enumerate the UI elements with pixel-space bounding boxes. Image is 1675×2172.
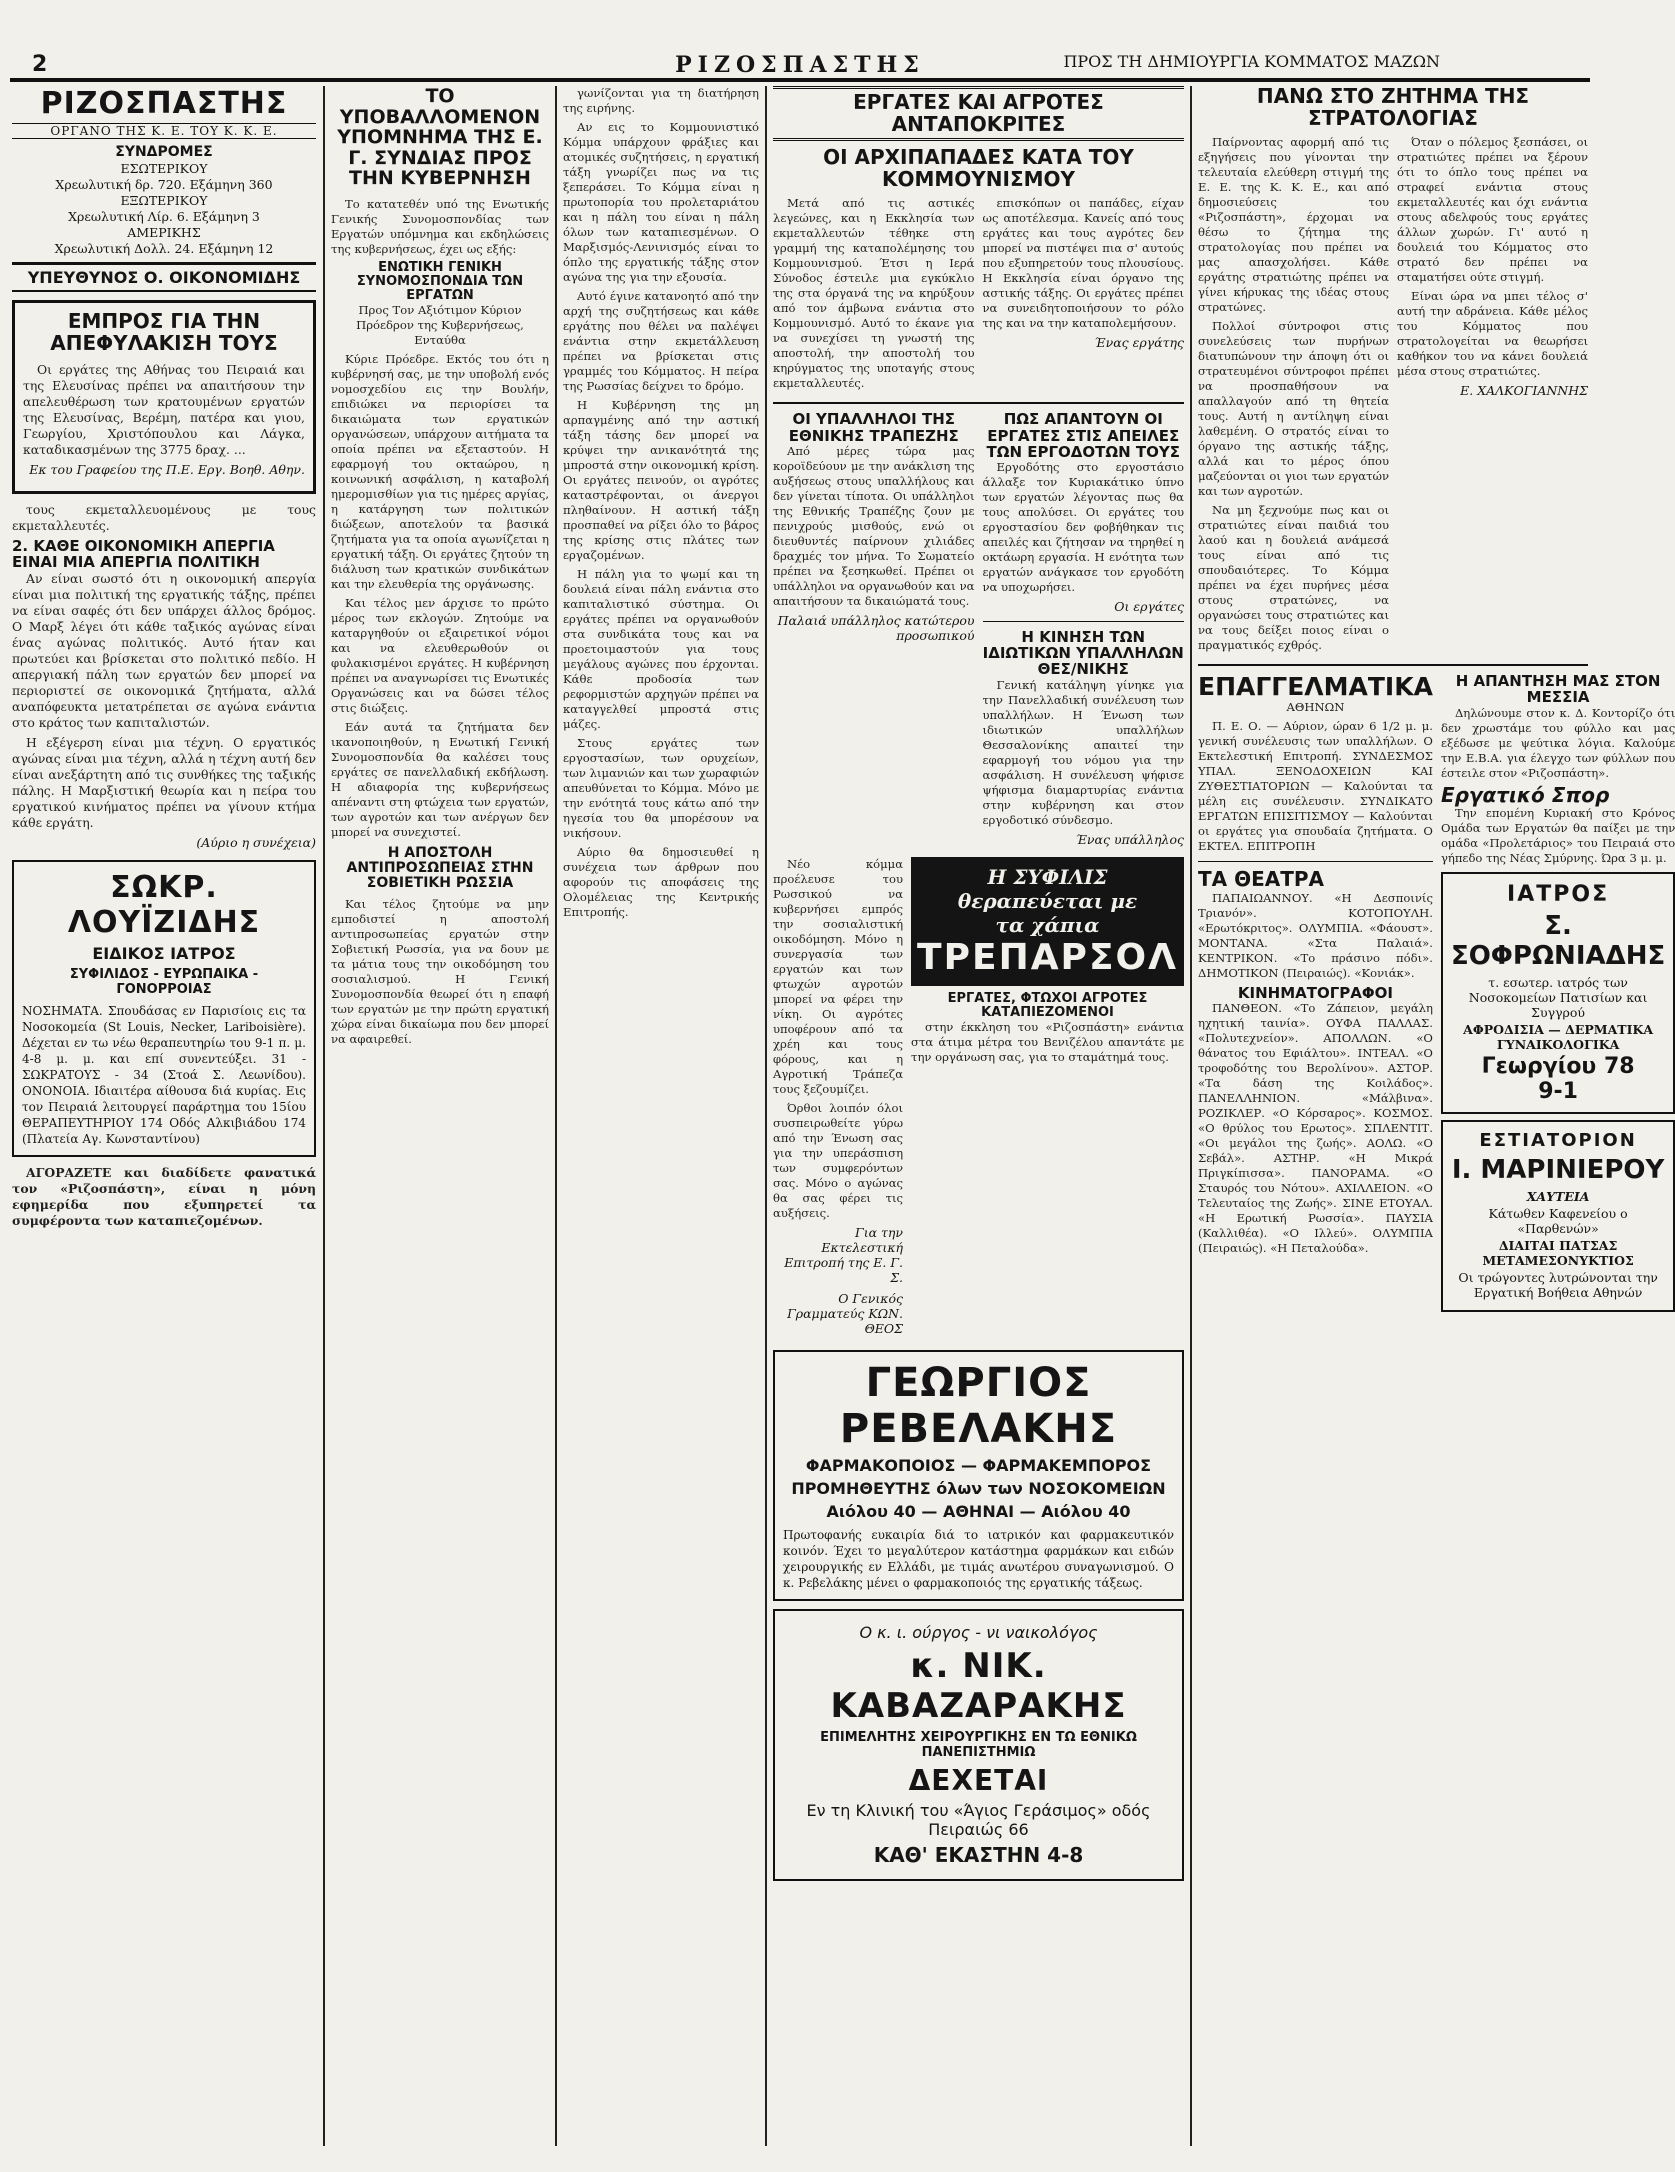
doctor-hours: 9-1: [1538, 1079, 1578, 1105]
restaurant-ad: [1441, 1120, 1675, 1312]
column-rule: [323, 86, 325, 2146]
syphilis-ad: [911, 857, 1184, 986]
conscription-article: [1198, 135, 1588, 657]
professional-text: Π. Ε. Ο. — Αύριον, ώραν 6 1/2 μ. μ. γενική συνέλευσις των υπαλλήλων. Ο Εκτελεστική Επιτροπή. ΣΥΝΔΕΣΜΟΣ ΥΠΑΛ. ΞΕΝΟΔΟΧΕΙΩΝ ΚΑΙ ΖΥΘΕΣΤΙΑΤΟΡΙΩΝ — Καλούνται τα μέλη εις συνέλευσιν. ΣΥΝΔΙΚΑΤΟ ΕΡΓΑΤΩΝ ΕΠΙΣΙΤΙΣΜΟΥ — Καλούνται οι εργάτες για σπουδαία ζητήματα. Ο ΕΚΤΕΛ. ΕΠΙΤΡΟΠΗ: [1198, 719, 1433, 854]
article-text: Κύριε Πρόεδρε. Εκτός του ότι η κυβέρνησή σας, με την υποβολή ενός νομοσχεδίου εις την Βουλήν, επιδιώκει να περιορίσει τα δικαιώματα των εργατικών οργανώσεων, υπάρχουν αιτήματα τα οποία πρέπει να εξεταστούν. Η εφαρμογή του οκταώρου, η κοινωνική ασφάλιση, η καταβολή ημερομισθίων για τις ημέρες αργίας, η κατάργηση των πολιτικών διώξεων, αποτελούν τα βασικά ζητήματα για τα οποία αγωνίζεται η εργατική τάξη. Οι εργάτες ζητούν τη διάλυση των κρατικών συνδικάτων και την ελευθερία της οργάνωσης.: [331, 351, 549, 591]
doctor-specialty: ΣΥΦΙΛΙΔΟΣ - ΕΥΡΩΠΑΙΚΑ - ΓΟΝΟΡΡΟΙΑΣ: [69, 966, 259, 997]
domestic-label: ΕΣΩΤΕΡΙΚΟΥ: [120, 161, 208, 176]
syphilis-ad-line: θεραπεύεται με: [957, 888, 1138, 913]
article-text: τους εκμεταλλευομένους με τους εκμεταλλευτές.: [12, 502, 316, 534]
foreign-label: ΕΞΩΤΕΡΙΚΟΥ: [120, 193, 208, 208]
lower-row: [773, 857, 1184, 1342]
page-header: [10, 52, 1590, 82]
article-text: Γενική κατάληψη γίνηκε για την Πανελλαδική συνέλευση των υπαλλήλων. Η Ένωση των ιδιωτικών υπαλλήλων Θεσσαλονίκης απαιτεί την εφαρμογή του νόμου για την ασφάλιση. Η συνέλευση ψήφισε ψήφισμα διαμαρτυρίας ενάντια στην κυβέρνηση και στον εργοδοτικό σύνδεσμο.: [982, 677, 1184, 827]
column-2: [331, 86, 549, 2156]
strip-heading: ΠΡΟΣ ΤΗ ΔΗΜΙΟΥΡΓΙΑ ΚΟΜΜΑΤΟΣ ΜΑΖΩΝ: [1063, 52, 1440, 71]
subscriptions-heading: ΣΥΝΔΡΟΜΕΣ: [115, 144, 213, 160]
reply-text: Δηλώνουμε στον κ. Δ. Κοντορίζο ότι δεν χρωστάμε του φύλλο και μας εξέδωσε με ψεύτικα λόγια. Καλούμε την Ε.Β.Α. για έλεγχο των φύλλων που έστειλε στον «Ριζοσπάστη».: [1440, 705, 1675, 780]
bank-employees-article: [773, 411, 975, 852]
pharmacy-name: ΓΕΩΡΓΙΟΣ ΡΕΒΕΛΑΚΗΣ: [839, 1359, 1118, 1452]
restaurant-specialty: ΔΙΑΙΤΑΙ ΠΑΤΣΑΣ ΜΕΤΑΜΕΣΟΝΥΚΤΙΟΣ: [1482, 1238, 1634, 1269]
reply-heading: Η ΑΠΑΝΤΗΣΗ ΜΑΣ ΣΤΟΝ ΜΕΣΣΙΑ: [1455, 672, 1661, 707]
column-rule: [765, 86, 767, 2146]
article-text: Στους εργάτες των εργοστασίων, των ορυχείων, των λιμανιών και των χωραφιών απευθύνεται το Κόμμα. Μόνο με την ενότητά τους κάτω από την ηγεσία του θα μπορέσουν να νικήσουν.: [563, 736, 759, 840]
article-text: Όταν ο πόλεμος ξεσπάσει, οι στρατιώτες πρέπει να ξέρουν ότι το όπλο τους πρέπει να στραφεί ενάντια στους εκμεταλλευτές και όχι ενάντια στους αδελφούς τους εργάτες άλλων χωρών. Γι' αυτό η δουλειά του Κόμματος στο στρατό δεν πρέπει να σταματήσει ούτε στιγμή.: [1397, 135, 1588, 285]
employers-heading: ΠΩΣ ΑΠΑΝΤΟΥΝ ΟΙ ΕΡΓΑΤΕΣ ΣΤΙΣ ΑΠΕΙΛΕΣ ΤΩΝ ΕΡΓΟΔΟΤΩΝ ΤΟΥΣ: [986, 410, 1181, 461]
pharmacy-ad-revelakis: [773, 1350, 1184, 1601]
america-label: ΑΜΕΡΙΚΗΣ: [127, 225, 201, 240]
article-text: Η πάλη για το ψωμί και τη δουλειά είναι πάλη ενάντια στο καπιταλιστικό σύστημα. Οι εργάτες πρέπει να οργανωθούν στα συνδικάτα τους και να προετοιμαστούν για τους μεγάλους αγώνες που έρχονται. Κάθε προδοσία των ρεφορμιστών αρχηγών πρέπει να καταγγελθεί μπροστά στις μάζες.: [563, 567, 759, 731]
newspaper-title: ΡΙΖΟΣΠΑΣΤΗΣ: [40, 86, 288, 121]
article-column: [983, 196, 1185, 395]
bank-heading: ΟΙ ΥΠΑΛΛΗΛΟΙ ΤΗΣ ΕΘΝΙΚΗΣ ΤΡΑΠΕΖΗΣ: [788, 410, 959, 445]
article-column: [773, 857, 903, 1342]
article-text: Η εξέγερση είναι μια τέχνη. Ο εργατικός αγώνας είναι μια τέχνη, αλλά η τέχνη αυτή δεν είναι ανεξάρτητη από τις συνθήκες της ταξικής πάλης. Η Μαρξιστική θεωρία και η πείρα του εργατικού κινήματος πρέπει να γίνουν κτήμα κάθε εργάτη.: [12, 734, 316, 830]
cinemas-text: ΠΑΝΘΕΟΝ. «Το Ζάπειον, μεγάλη ηχητική ταινία». ΟΥΦΑ ΠΑΛΛΑΣ. «Πολυτεχνείον». ΑΠΟΛΛΩΝ. «Ο θάνατος του Εφιάλτου». ΙΝΤΕΑΛ. «Ο τροφοδότης του Βερολίνου». ΑΣΤΟΡ. «Τα δάση της Κοιλάδος». ΠΑΝΕΛΛΗΝΙΟΝ. «Μάλβινα». ΡΟΖΙΚΛΕΡ. «Ο Κόρσαρος». ΚΟΣΜΟΣ. «Ο θρύλος του Ερωτος». ΣΠΛΕΝΤΙΤ. «Οι μεγάλοι της ζωής». ΑΟΛΩ. «Ο Σεβάλ». ΑΣΤΗΡ. «Η Μικρά Πριγκίπισσα». ΠΑΝΟΡΑΜΑ. «Ο Σταυρός του Νότου». ΑΧΙΛΛΕΙΟΝ. «Ο Τελευταίος της Ζωής». ΣΙΝΕ ΕΤΟΥΑΛ. «Η Ερωτική Ρωσσία». ΠΑΥΣΙΑ (Καλλιθέα). «Ο Ιλλεύ». ΟΛΥΜΠΙΑ (Πειραιώς). «Η Πεταλούδα».: [1198, 1000, 1433, 1255]
theatres-heading: ΤΑ ΘΕΑΤΡΑ: [1198, 867, 1325, 892]
doctor-hours: ΚΑΘ' ΕΚΑΣΤΗΝ 4-8: [873, 1842, 1084, 1867]
article-text: Είναι ώρα να μπει τέλος σ' αυτή την αδράνεια. Κάθε μέλος του Κόμματος που στρατολογείται να θεωρήσει καθήκον του να κάνει δουλειά μέσα στους στρατιώτες.: [1397, 289, 1588, 379]
release-appeal-box: [12, 300, 316, 494]
article-signature: Ε. ΧΑΛΚΟΓΙΑΝΝΗΣ: [1460, 383, 1588, 399]
archpriests-article: [773, 196, 1184, 395]
doctor-position: ΕΠΙΜΕΛΗΤΗΣ ΧΕΙΡΟΥΡΓΙΚΗΣ ΕΝ ΤΩ ΕΘΝΙΚΩ ΠΑΝΕΠΙΣΤΗΜΙΩ: [820, 1729, 1137, 1760]
article-signature: Παλαιά υπάλληλος κατώτερου προσωπικού: [777, 612, 975, 643]
article-text: Νέο κόμμα προέλευσε του Ρωσσικού να κυβερνήσει εμπρός την σοσιαλιστική οικοδόμηση. Μόνο η συνεργασία των εργατών και των φτωχών αγροτών μπορεί να φέρει την νίκη. Οι αγρότες υποφέρουν από τα χρέη και τους φόρους, και η Αγροτική Τράπεζα τους ξεζουμίζει.: [773, 856, 904, 1096]
article-signature: Ένας εργάτης: [1094, 335, 1184, 351]
article-signature: Ένας υπάλληλος: [1075, 831, 1184, 847]
column-rule: [1190, 86, 1192, 2146]
professional-subheading: ΑΘΗΝΩΝ: [1286, 700, 1345, 715]
notices-column: [1441, 673, 1675, 1312]
article-text: Παίρνοντας αφορμή από τις εξηγήσεις που γίνονται την τελευταία ελεύθερη στιγμή της Ε. Ε. της Κ. Κ. Ε., και από δημοσιεύσεις του «Ριζοσπάστη», έρχομαι να θέσω το ζήτημα της στρατολογίας που πρέπει να μας απασχολήσει. Κάθε εργάτης στρατιώτης πρέπει να γίνει κήρυκας της ιδέας στους στρατώνες.: [1198, 135, 1389, 315]
newspaper-organ: ΟΡΓΑΝΟ ΤΗΣ Κ. Ε. ΤΟΥ Κ. Κ. Ε.: [12, 123, 316, 139]
professional-heading: ΕΠΑΓΓΕΛΜΑΤΙΚΑ: [1198, 672, 1433, 702]
release-signature: Εκ του Γραφείου της Π.Ε. Εργ. Βοηθ. Αθην.: [29, 462, 305, 478]
article-text: Αν είναι σωστό ότι η οικονομική απεργία είναι μια πολιτική της εργατικής τάξης, πρέπει να είναι σαφές ότι δεν υπάρχει άλλος δρόμος. Ο Μαρξ λέγει ότι κάθε ταξικός αγώνας είναι ένας αγώνας πολιτικός. Αυτό ήταν και πρωτεύει και βρίσκεται στο πολιτικό πεδίο. Η απεργιακή πάλη των εργατών δεν μπορεί να περιοριστεί σε οικονομικά ζητήματα, αλλά αναπόφευκτα μετατρέπεται σε αγώνα ενάντια στο κράτος των καπιταλιστών.: [12, 570, 316, 730]
column-1: [12, 86, 316, 2156]
syphilis-ad-line: τα χάπια: [995, 912, 1100, 937]
pharmacy-details: Πρωτοφανής ευκαιρία διά το ιατρικόν και φαρμακευτικόν κοινόν. Έχει το μεγαλύτερον κατάστημα φαρμάκων και ειδών χειρουργικής εν Ελλάδι, με τιμάς ανωτέρου συναγωνισμού. Ο κ. Ρεβελάκης μένει ο φαρμακοποιός της εργατικής τάξεως.: [783, 1527, 1174, 1590]
article-text: Το κατατεθέν υπό της Ενωτικής Γενικής Συνομοσπονδίας των Εργατών υπόμνημα και εκδηλώσεις της κυβερνήσεως, έχει ως εξής:: [331, 196, 549, 256]
farmers-heading: ΕΡΓΑΤΕΣ, ΦΤΩΧΟΙ ΑΓΡΟΤΕΣ ΚΑΤΑΠΙΕΖΟΜΕΝΟΙ: [947, 990, 1148, 1020]
conscription-headline: ΠΑΝΩ ΣΤΟ ΖΗΤΗΜΑ ΤΗΣ ΣΤΡΑΤΟΛΟΓΙΑΣ: [1256, 84, 1530, 130]
foreign-price: Χρεωλυτική Λίρ. 6. Εξάμηνη 3: [68, 209, 260, 224]
notices-column: [1198, 673, 1433, 1312]
subscription-masthead: [12, 86, 316, 292]
doctor-receives: ΔΕΧΕΤΑΙ: [908, 1763, 1049, 1797]
article-text: Να μη ξεχνούμε πως και οι στρατιώτες είναι παιδιά του λαού και η δουλειά ανάμεσά τους είναι από τις σπουδαιότερες. Το Κόμμα πρέπει να έχει πυρήνες μέσα στους στρατώνες, να οργανώσει τους στρατιώτες και να τους δείξει ποιος είναι ο πραγματικός εχθρός.: [1198, 503, 1389, 653]
archpriests-headline: ΟΙ ΑΡΧΙΠΑΠΑΔΕΣ ΚΑΤΑ ΤΟΥ ΚΟΜΜΟΥΝΙΣΜΟΥ: [823, 145, 1134, 191]
column-6: [1198, 84, 1675, 2156]
article-signature: Οι εργάτες: [1114, 598, 1184, 614]
doctor-name: κ. ΝΙΚ. ΚΑΒΑΖΑΡΑΚΗΣ: [830, 1645, 1127, 1726]
correspondents-banner: ΕΡΓΑΤΕΣ ΚΑΙ ΑΓΡΟΤΕΣ ΑΝΤΑΠΟΚΡΙΤΕΣ: [773, 86, 1184, 141]
doctor-specialty: ΑΦΡΟΔΙΣΙΑ — ΔΕΡΜΑΤΙΚΑ ΓΥΝΑΙΚΟΛΟΓΙΚΑ: [1463, 1022, 1654, 1053]
restaurant-location: Κάτωθεν Καφενείου ο «Παρθενών»: [1488, 1206, 1628, 1237]
notices-row: [1198, 672, 1675, 1312]
address-line: Προς Τον Αξιότιμον Κύριον Πρόεδρον της Κυβερνήσεως, Ενταύθα: [356, 302, 524, 347]
article-signature: Για την Εκτελεστική Επιτροπή της Ε. Γ. Σ.: [784, 1224, 904, 1285]
divider: [1198, 664, 1588, 666]
article-text: Μετά από τις αστικές λεγεώνες, και η Εκκλησία των εκμεταλλευτών τέθηκε στη γραμμή της καταπολέμησης του Κομμουνισμού. Έτσι η Ιερά Σύνοδος έστειλε μια εγκύκλιο της στα όργανά της να κηρύξουν από τον άμβωνα ενάντια στο Κομμουνισμό. Αυτό το έκανε για να συνεχίσει τη γνωστή της αποστολή, την αποστολή του κηρύγματος της υποταγής στους εκμεταλλευτές.: [773, 196, 975, 391]
doctor-label: ΙΑΤΡΟΣ: [1507, 882, 1610, 908]
doctor-details: ΝΟΣΗΜΑΤΑ. Σπουδάσας εν Παρισίοις εις τα Νοσοκομεία (St Louis, Necker, Lariboisière). Δέχεται εν τω νέω θεραπευτηρίω του 9-1 π. μ. 4-8 μ. μ. και επί συνεντεύξει. 31 - ΣΩΚΡΑΤΟΥΣ - 34 (Στοά Σ. Λεωνίδου). ΟΝΟΝΟΙΑ. Ιδιαιτέρα αίθουσα διά κυρίας. Εις τον Πειραιά λειτουργεί παράρτημα του 15ίου ΘΕΡΑΠΕΥΤΗΡΙΟΥ 174 Οδός Αλκιβιάδου 174 (Πλατεία Αγ. Κωνσταντίνου): [22, 1003, 306, 1146]
private-employees-heading: Η ΚΙΝΗΣΗ ΤΩΝ ΙΔΙΩΤΙΚΩΝ ΥΠΑΛΛΗΛΩΝ ΘΕΣ/ΝΙΚΗΣ: [982, 627, 1184, 679]
doctor-address: Εν τη Κλινική του «Άγιος Γεράσιμος» οδός Πειραιώς 66: [806, 1800, 1151, 1839]
doctor-ad-sofroniadis: [1441, 872, 1675, 1114]
column-4-5: [773, 86, 1184, 2156]
doctor-ad-louizidis: [12, 860, 316, 1157]
release-text: Οι εργάτες της Αθήνας του Πειραιά και της Ελευσίνας πρέπει να απαιτήσουν την απελευθέρωση των κρατουμένων εργατών της Ελευσίνας, Βερέμη, πατέρα και γιου, Γεωργίου, Χριστόπουλου και Λάγκα, καταδικασμένων της 3775 δραχ. ...: [23, 362, 305, 458]
cinemas-heading: ΚΙΝΗΜΑΤΟΓΡΑΦΟΙ: [1237, 983, 1393, 1002]
article-column: [1397, 135, 1588, 657]
article-text: γωνίζονται για τη διατήρηση της ειρήνης.: [563, 86, 759, 115]
doctor-name: ΣΩΚΡ. ΛΟΥΪΖΙΔΗΣ: [67, 869, 261, 940]
doctor-name: Σ. ΣΟΦΡΩΝΙΑΔΗΣ: [1450, 911, 1666, 972]
divider: [1198, 861, 1433, 862]
domestic-price: Χρεωλυτική δρ. 720. Εξάμηνη 360: [55, 177, 273, 192]
restaurant-name: Ι. ΜΑΡΙΝΙΕΡΟΥ: [1451, 1155, 1665, 1186]
doctor-role: Ο κ. ι. ούργος - νι ναικολόγος: [859, 1622, 1098, 1642]
masthead-small: ΡΙΖΟΣΠΑΣΤΗΣ: [675, 52, 925, 78]
divider: [983, 621, 1185, 622]
article-text: Όρθοι λοιπόν όλοι συσπειρωθείτε γύρω από την Ένωση σας για την υπεράσπιση των συμφερόντων σας. Μόνο ο αγώνας θα σας φέρει τις αυξήσεις.: [773, 1100, 904, 1220]
footer-appeal: ΑΓΟΡΑΖΕΤΕ και διαδίδετε φανατικά τον «Ριζοσπάστη», είναι η μόνη εφημερίδα που εξυπηρετεί τα συμφέροντα των καταπιεζομένων.: [12, 1164, 316, 1228]
syphilis-ad-line: Η ΣΥΦΙΛΙΣ: [987, 864, 1108, 889]
divider: [773, 402, 1184, 404]
article-column: [911, 857, 1184, 1342]
editor-line: ΥΠΕΥΘΥΝΟΣ Ο. ΟΙΚΟΝΟΜΙΔΗΣ: [12, 262, 316, 292]
memorandum-headline: ΤΟ ΥΠΟΒΑΛΛΟΜΕΝΟΝ ΥΠΟΜΝΗΜΑ ΤΗΣ Ε. Γ. ΣΥΝΔΙΑΣ ΠΡΟΣ ΤΗΝ ΚΥΒΕΡΝΗΣΗ: [337, 85, 543, 190]
article-text: επισκόπων οι παπάδες, είχαν ως αποτέλεσμα. Κανείς από τους εργάτες και τους αγρότες δεν μπορεί να πιστέψει πια σ' αυτούς που εξυπηρετούν τους πλουσίους. Η Εκκλησία είναι όργανο της αστικής τάξης. Οι εργάτες πρέπει να συνειδητοποιήσουν το ρόλο της και να την καταπολεμήσουν.: [982, 196, 1184, 331]
pharmacy-line: ΦΑΡΜΑΚΟΠΟΙΟΣ — ΦΑΡΜΑΚΕΜΠΟΡΟΣ: [805, 1455, 1152, 1475]
doctor-credentials: τ. εσωτερ. ιατρός των Νοσοκομείων Πατισίων και Συγγρού: [1468, 975, 1648, 1021]
confederation-heading: ΕΝΩΤΙΚΗ ΓΕΝΙΚΗ ΣΥΝΟΜΟΣΠΟΝΔΙΑ ΤΩΝ ΕΡΓΑΤΩΝ: [356, 259, 524, 303]
article-text: Και τέλος μεν άρχισε το πρώτο μέρος των εκλογών. Ζητούμε να καταργηθούν οι εξαιρετικοί νόμοι και να ελευθερωθούν οι φυλακισμένοι εργάτες. Η κυβέρνηση πρέπει να αναγνωρίσει τις Ενωτικές Οργανώσεις και να δώσει τέλος στις διώξεις.: [331, 595, 549, 715]
doctor-ad-kavazarakis: [773, 1609, 1184, 1881]
article-text: Από μέρες τώρα μας κοροϊδεύουν με την ανάκλιση της αυξήσεως στους υπαλλήλους και δεν γίνεται τίποτα. Οι υπάλληλοι της Εθνικής Τραπέζης ζουν με πενιχρούς μισθούς, ενώ οι διευθυντές παίρνουν χιλιάδες δραχμές τον μήνα. Το Σωματείο πρέπει να ξεσηκωθεί. Πρέπει οι υπάλληλοι να οργανωθούν και να απαιτήσουν τα δικαιώματά τους.: [773, 443, 975, 608]
sport-text: Την επομένη Κυριακή στο Κρόνος Ομάδα των Εργατών θα παίξει με την ομάδα «Προλετάριος» του Πειραιά στο γήπεδο της Νέας Σμύρνης. Ώρα 3 μ. μ.: [1440, 806, 1675, 866]
article-column: [1198, 135, 1389, 657]
correspondence-row: [773, 411, 1184, 852]
column-rule: [555, 86, 557, 2146]
syphilis-ad-brand: ΤΡΕΠΑΡΣΟΛ: [917, 936, 1178, 978]
column-3: [563, 86, 759, 2156]
sport-heading: Εργατικό Σπορ: [1440, 782, 1610, 807]
release-heading: ΕΜΠΡΟΣ ΓΙΑ ΤΗΝ ΑΠΕΦΥΛΑΚΙΣΗ ΤΟΥΣ: [50, 309, 278, 355]
continuation-note: (Αύριο η συνέχεια): [196, 834, 316, 850]
article-column: [773, 196, 975, 395]
article-text: Εάν αυτά τα ζητήματα δεν ικανοποιηθούν, η Ενωτική Γενική Συνομοσπονδία θα καλέσει τους εργάτες σε πανελλαδική εκδήλωση. Η αδιαφορία της κυβερνήσεως απέναντι στη φτώχεια των εργατών, των αγροτών και των ανέργων δεν μπορεί να συνεχιστεί.: [331, 719, 549, 839]
article-text: Και τέλος ζητούμε να μην εμποδιστεί η αποστολή αντιπροσωπείας εργατών στην Σοβιετική Ρωσσία, για να δουν με τα μάτια τους την οικοδόμηση του σοσιαλισμού. Η Γενική Συνομοσπονδία θεωρεί ότι η επαφή των εργατών με την πρώτη εργατική χώρα είναι δικαίωμα που δεν μπορεί να αφαιρεθεί.: [331, 897, 549, 1046]
delegation-heading: Η ΑΠΟΣΤΟΛΗ ΑΝΤΙΠΡΟΣΩΠΕΙΑΣ ΣΤΗΝ ΣΟΒΙΕΤΙΚΗ ΡΩΣΣΙΑ: [346, 844, 534, 891]
article-signature: Ο Γενικός Γραμματεύς ΚΩΝ. ΘΕΟΣ: [787, 1290, 904, 1336]
doctor-title: ΕΙΔΙΚΟΣ ΙΑΤΡΟΣ: [92, 943, 236, 963]
article-text: Αύριο θα δημοσιευθεί η συνέχεια των άρθρων που αφορούν τις αποφάσεις της Ολομέλειας της Κεντρικής Επιτροπής.: [563, 845, 759, 919]
pharmacy-line: ΠΡΟΜΗΘΕΥΤΗΣ όλων των ΝΟΣΟΚΟΜΕΙΩΝ: [791, 1478, 1166, 1498]
theatres-text: ΠΑΠΑΙΩΑΝΝΟΥ. «Η Δεσποινίς Τριανόν». ΚΟΤΟΠΟΥΛΗ. «Ερωτόκριτος». ΟΛΥΜΠΙΑ. «Φάουστ». ΜΟΝΤΑΝΑ. «Στα Παλαιά». ΚΕΝΤΡΙΚΟΝ. «Το πράσινο πόδι». ΔΗΜΟΤΙΚΟΝ (Πειραιώς). «Κονιάκ».: [1198, 890, 1433, 980]
article-text: Πολλοί σύντροφοι στις συνελεύσεις των πυρήνων διατυπώνουν την άποψη ότι οι στρατευμένοι σύντροφοι πρέπει να προσπαθήσουν να απαλλαγούν από τη θητεία τους. Αυτή η αντίληψη είναι λαθεμένη. Ο στρατός είναι το όργανο της αστικής τάξης, αλλά και το μέρος όπου μαζεύονται οι γιοι των εργατών και των αγροτών.: [1198, 319, 1389, 499]
america-price: Χρεωλυτική Δολλ. 24. Εξάμηνη 12: [54, 241, 274, 256]
article-text: Αυτό έγινε κατανοητό από την αρχή της συζητήσεως και κάθε εργάτης που θέλει να παλέψει ενάντια στην εκμετάλλευση πρέπει να βρίσκεται στις γραμμές του Κόμματος. Η πείρα της Ρωσσίας δείχνει το δρόμο.: [563, 289, 759, 393]
restaurant-note: Οι τρώγοντες λυτρώνονται την Εργατική Βοήθεια Αθηνών: [1458, 1270, 1658, 1301]
employers-article: [983, 411, 1185, 852]
farmers-text: στην έκκληση του «Ριζοσπάστη» ενάντια στα άτιμα μέτρα του Βενιζέλου απαντάτε με την οργάνωση σας, για το σταμάτημά τους.: [911, 1019, 1184, 1064]
page-number: 2: [32, 52, 48, 77]
pharmacy-address: Αιόλου 40 — ΑΘΗΝΑΙ — Αιόλου 40: [826, 1501, 1131, 1521]
article-text: Η Κυβέρνηση της μη αρπαγμένης από την αστική τάξη τάσης δεν μπορεί να κρύψει την ανικανότητά της μπροστά στην οικονομική κρίση. Οι εργάτες πεινούν, οι αγρότες καταστρέφονται, οι άνεργοι πληθαίνουν. Η αστική τάξη προσπαθεί να ρίξει όλο το βάρος της κρίσης στις πλάτες των εργαζομένων.: [563, 398, 759, 562]
restaurant-label: ΕΣΤΙΑΤΟΡΙΟΝ: [1479, 1130, 1637, 1152]
article-text: Εργοδότης στο εργοστάσιο άλλαξε τον Κυριακάτικο ύπνο των εργατών λέγοντας πως θα τους απολύσει. Οι εργάτες του εργοστασίου δεν φοβήθηκαν τις απειλές και ζήτησαν να τηρηθεί η οκτάωρη εργασία. Η ενότητα των εργατών ανάγκασε τον εργοδότη να υποχωρήσει.: [982, 459, 1184, 594]
article-text: Αν εις το Κομμουνιστικό Κόμμα υπάρχουν φράξιες και ατομικές συζητήσεις, η εργατική τάξη γνωρίζει πως να τις ξεπεράσει. Το Κόμμα είναι η πρωτοπορία του προλεταριάτου και η πάλη του είναι η πάλη όλων των καταπιεσμένων. Ο Μαρξισμός-Λενινισμός είναι το όπλο της εργατικής τάξης στον αγώνα της για την εξουσία.: [563, 120, 759, 284]
section-heading: 2. ΚΑΘΕ ΟΙΚΟΝΟΜΙΚΗ ΑΠΕΡΓΙΑ ΕΙΝΑΙ ΜΙΑ ΑΠΕΡΓΙΑ ΠΟΛΙΤΙΚΗ: [12, 537, 275, 572]
restaurant-place: ΧΑΥΤΕΙΑ: [1526, 1189, 1590, 1205]
doctor-address: Γεωργίου 78: [1481, 1054, 1635, 1080]
